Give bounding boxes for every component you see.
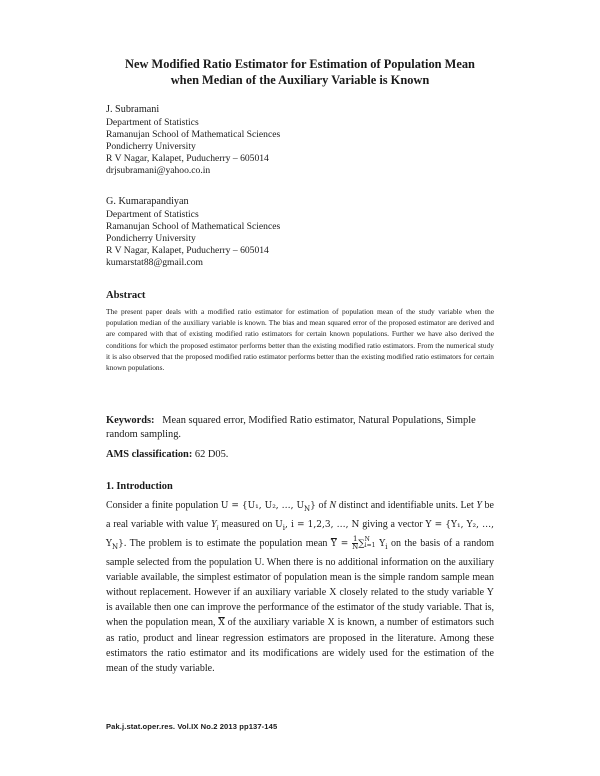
math-subscript: i [216, 523, 219, 532]
intro-text: of [315, 500, 330, 511]
math-sum-lower: i=1 [364, 542, 376, 550]
section-heading-introduction: 1. Introduction [106, 481, 173, 492]
math-vector-close: } [118, 538, 124, 549]
math-xbar: $\overline{X}$ [218, 617, 225, 628]
author-school: Ramanujan School of Mathematical Sciences [106, 129, 281, 141]
abstract-heading: Abstract [106, 290, 146, 301]
math-vector-text: Y = {Y₁, Y₂, …, Y [106, 519, 494, 549]
math-ybar: $\overline{Y}$ [330, 538, 337, 549]
math-subscript: i [385, 542, 388, 551]
math-subscript: i [282, 523, 285, 532]
author-name: G. Kumarapandiyan [106, 196, 189, 207]
author-school: Ramanujan School of Mathematical Sciences [106, 221, 281, 233]
math-equals: = [336, 538, 353, 549]
title-line-2: when Median of the Auxiliary Variable is Known [170, 73, 430, 87]
intro-text: distinct and identifiable units. Let [336, 500, 477, 511]
title-line-1: New Modified Ratio Estimator for Estimation of Population Mean [125, 57, 475, 71]
intro-text: on the basis of a random sample selected from the population U. When there is no additional information on the auxiliary variable available, the simplest estimator of population mean is the simple random sample mean without replacement. However if an auxiliary variable X closely related to the study variable Y is available then one can improve the performance of the estimator of the study variable. That is, when the population mean, [106, 537, 495, 628]
introduction-paragraph [106, 498, 494, 676]
math-sum-upper: N [364, 536, 370, 544]
ams-text: 62 D05. [194, 449, 229, 460]
intro-text: . The problem is to estimate the population mean [123, 537, 331, 549]
author-address: R V Nagar, Kalapet, Puducherry – 605014 [106, 245, 269, 257]
math-Yi-base: Y [210, 518, 217, 530]
math-population-set-text: U = {U₁, U₂, …, U [220, 501, 305, 511]
math-population-mean [330, 534, 388, 551]
author-address: R V Nagar, Kalapet, Puducherry – 605014 [106, 153, 269, 165]
intro-text: be a real variable with value [106, 500, 494, 530]
author-email: kumarstat88@gmail.com [106, 257, 204, 269]
math-unit-index [275, 520, 359, 530]
math-N: N [329, 500, 337, 511]
keywords-label: Keywords: [106, 415, 155, 426]
keywords-text: Mean squared error, Modified Ratio estimator, Natural Populations, Simple random sampling. [106, 415, 476, 440]
math-Y: Y [476, 500, 482, 511]
intro-text: of the auxiliary variable X is known, a number of estimators such as ratio, product and linear regression estimators are proposed in the literature. Among these estimators the ratio estimator and its modifications are widely used for the estimation of the mean of the study variable. [106, 616, 495, 674]
math-subscript: N [304, 504, 311, 513]
keywords-line [106, 414, 496, 441]
author-university: Pondicherry University [106, 141, 196, 153]
intro-text: measured on [218, 518, 276, 530]
author-department: Department of Statistics [106, 209, 199, 221]
journal-citation-footer: Pak.j.stat.oper.res. Vol.IX No.2 2013 pp137-145 [106, 722, 278, 731]
math-subscript: N [111, 542, 119, 551]
math-index-range: , i = 1,2,3, …, N [284, 519, 360, 530]
author-email: drjsubramani@yahoo.co.in [106, 165, 211, 177]
abstract-body: The present paper deals with a modified ratio estimator for estimation of population mean of the study variable when the population median of the auxiliary variable is known. The bias and mean squared error of the proposed estimator are derived and are compared with that of existing modified ratio estimators for certain known populations. Further we have also derived the conditions for which the proposed estimator performs better than the existing modified ratio estimators. From the numerical study it is also observed that the proposed modified ratio estimator performs better than the existing modified ratio estimators for certain known populations. [106, 307, 494, 373]
math-sum-symbol: ∑ [358, 538, 365, 549]
author-block-1 [106, 104, 280, 178]
math-population-set [221, 501, 316, 511]
author-block-2 [106, 196, 280, 270]
intro-text: Consider a finite population [106, 500, 221, 511]
author-university: Pondicherry University [106, 233, 196, 245]
math-unit-base: U [275, 519, 283, 530]
math-sum-limits [365, 537, 376, 549]
ams-classification [106, 449, 228, 460]
paper-title [60, 56, 540, 88]
math-sum-term: Y [375, 538, 386, 549]
math-fraction-denominator: N [352, 542, 359, 551]
math-fraction-numerator: 1 [352, 534, 358, 543]
math-population-set-close: } [310, 501, 316, 511]
author-department: Department of Statistics [106, 117, 199, 129]
author-name: J. Subramani [106, 104, 160, 115]
intro-text: giving a vector [359, 518, 426, 530]
ams-label: AMS classification: [106, 449, 193, 460]
